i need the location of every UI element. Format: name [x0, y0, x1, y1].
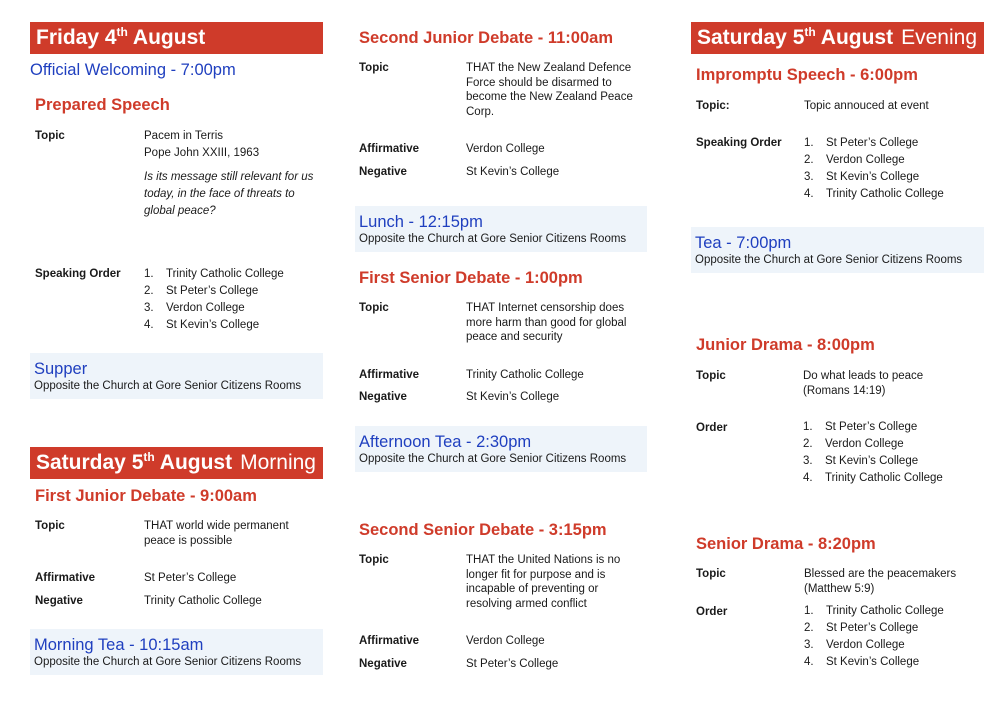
first-senior-debate-title: First Senior Debate - 1:00pm	[359, 269, 583, 287]
second-senior-neg: St Peter’s College	[466, 658, 559, 670]
list-item: 3. Verdon College	[144, 302, 245, 314]
list-item: 2. Verdon College	[803, 438, 904, 450]
morning-tea-title: Morning Tea - 10:15am	[34, 636, 204, 654]
prepared-topic-question: Is its message still relevant for us today, in the face of threats to global peace?	[144, 171, 314, 217]
supper-location: Opposite the Church at Gore Senior Citizens Rooms	[34, 380, 302, 392]
supper-box	[30, 353, 323, 399]
first-junior-aff-label: Affirmative	[35, 572, 96, 584]
tea-box	[691, 227, 984, 273]
junior-drama-title: Junior Drama - 8:00pm	[696, 336, 875, 354]
impromptu-topic-label: Topic:	[696, 100, 730, 112]
second-junior-debate-title: Second Junior Debate - 11:00am	[359, 29, 614, 47]
second-senior-debate-title: Second Senior Debate - 3:15pm	[359, 521, 607, 539]
list-item: 1. Trinity Catholic College	[144, 268, 284, 280]
first-senior-neg-label: Negative	[359, 391, 407, 403]
second-senior-topic-label: Topic	[359, 554, 389, 566]
morning-tea-box	[30, 629, 323, 675]
afternoon-tea-title: Afternoon Tea - 2:30pm	[359, 433, 532, 451]
saturday-evening-banner-title: Saturday 5th August	[697, 25, 894, 49]
impromptu-topic: Topic annouced at event	[804, 100, 929, 112]
first-junior-aff: St Peter’s College	[144, 572, 237, 584]
first-junior-debate-title: First Junior Debate - 9:00am	[35, 487, 257, 505]
first-junior-neg: Trinity Catholic College	[144, 595, 262, 607]
afternoon-tea-location: Opposite the Church at Gore Senior Citizens Rooms	[359, 453, 627, 465]
prepared-topic-line2: Pope John XXIII, 1963	[144, 147, 260, 159]
morning-tea-location: Opposite the Church at Gore Senior Citizens Rooms	[34, 656, 302, 668]
list-item: 2. St Peter’s College	[144, 285, 259, 297]
list-item: 1. Trinity Catholic College	[804, 605, 944, 617]
first-senior-topic: THAT Internet censorship does more harm than good for global peace and security	[466, 302, 627, 343]
first-senior-topic-label: Topic	[359, 302, 389, 314]
junior-drama-topic: Do what leads to peace (Romans 14:19)	[803, 370, 924, 397]
tea-location: Opposite the Church at Gore Senior Citizens Rooms	[695, 254, 963, 266]
junior-drama-order	[803, 419, 943, 487]
first-senior-neg: St Kevin’s College	[466, 391, 560, 403]
prepared-speech-title: Prepared Speech	[35, 96, 170, 114]
second-senior-aff: Verdon College	[466, 635, 545, 647]
first-junior-topic: THAT world wide permanent peace is possible	[144, 520, 289, 547]
impromptu-speech-title: Impromptu Speech - 6:00pm	[696, 66, 918, 84]
tea-title: Tea - 7:00pm	[695, 234, 792, 252]
senior-drama-title: Senior Drama - 8:20pm	[696, 535, 876, 553]
list-item: 3. Verdon College	[804, 639, 905, 651]
list-item: 2. Verdon College	[804, 154, 905, 166]
first-senior-aff-label: Affirmative	[359, 369, 420, 381]
list-item: 4. Trinity Catholic College	[803, 472, 943, 484]
first-senior-aff: Trinity Catholic College	[466, 369, 584, 381]
second-junior-aff-label: Affirmative	[359, 143, 420, 155]
second-junior-aff: Verdon College	[466, 143, 545, 155]
first-junior-neg-label: Negative	[35, 595, 83, 607]
senior-drama-order	[804, 603, 944, 671]
impromptu-speaking-order	[804, 135, 944, 203]
senior-drama-order-label: Order	[696, 606, 728, 618]
second-junior-topic: THAT the New Zealand Defence Force should be disarmed to become the New Zealand Peace Corp.	[466, 62, 633, 118]
list-item: 3. St Kevin’s College	[804, 171, 920, 183]
saturday-morning-banner-title: Saturday 5th August	[36, 450, 233, 474]
prepared-topic-label: Topic	[35, 130, 65, 142]
second-junior-topic-label: Topic	[359, 62, 389, 74]
junior-drama-topic-label: Topic	[696, 370, 726, 382]
prepared-order-label: Speaking Order	[35, 268, 121, 280]
prepared-speaking-order	[144, 266, 284, 334]
second-junior-neg: St Kevin’s College	[466, 166, 560, 178]
list-item: 4. St Kevin’s College	[144, 319, 260, 331]
first-junior-topic-label: Topic	[35, 520, 65, 532]
friday-banner-title: Friday 4th August	[36, 25, 206, 49]
list-item: 1. St Peter’s College	[804, 137, 919, 149]
list-item: 4. St Kevin’s College	[804, 656, 920, 668]
saturday-morning-banner	[30, 447, 323, 479]
junior-drama-order-label: Order	[696, 422, 728, 434]
list-item: 3. St Kevin’s College	[803, 455, 919, 467]
lunch-title: Lunch - 12:15pm	[359, 213, 483, 231]
lunch-box	[355, 206, 647, 252]
second-junior-neg-label: Negative	[359, 166, 407, 178]
senior-drama-topic: Blessed are the peacemakers (Matthew 5:9)	[804, 568, 957, 595]
saturday-evening-banner	[691, 22, 984, 54]
second-senior-neg-label: Negative	[359, 658, 407, 670]
saturday-morning-banner-sub: Morning	[240, 451, 316, 474]
list-item: 4. Trinity Catholic College	[804, 188, 944, 200]
lunch-location: Opposite the Church at Gore Senior Citizens Rooms	[359, 233, 627, 245]
impromptu-order-label: Speaking Order	[696, 137, 782, 149]
prepared-topic-line1: Pacem in Terris	[144, 130, 224, 142]
list-item: 2. St Peter’s College	[804, 622, 919, 634]
second-senior-aff-label: Affirmative	[359, 635, 420, 647]
second-senior-topic: THAT the United Nations is no longer fit for purpose and is incapable of preventing or resolving armed conflict	[466, 554, 621, 610]
list-item: 1. St Peter’s College	[803, 421, 918, 433]
afternoon-tea-box	[355, 426, 647, 472]
friday-banner	[30, 22, 323, 54]
senior-drama-topic-label: Topic	[696, 568, 726, 580]
official-welcoming: Official Welcoming - 7:00pm	[30, 61, 236, 79]
saturday-evening-banner-sub: Evening	[901, 26, 977, 49]
supper-title: Supper	[34, 360, 88, 378]
